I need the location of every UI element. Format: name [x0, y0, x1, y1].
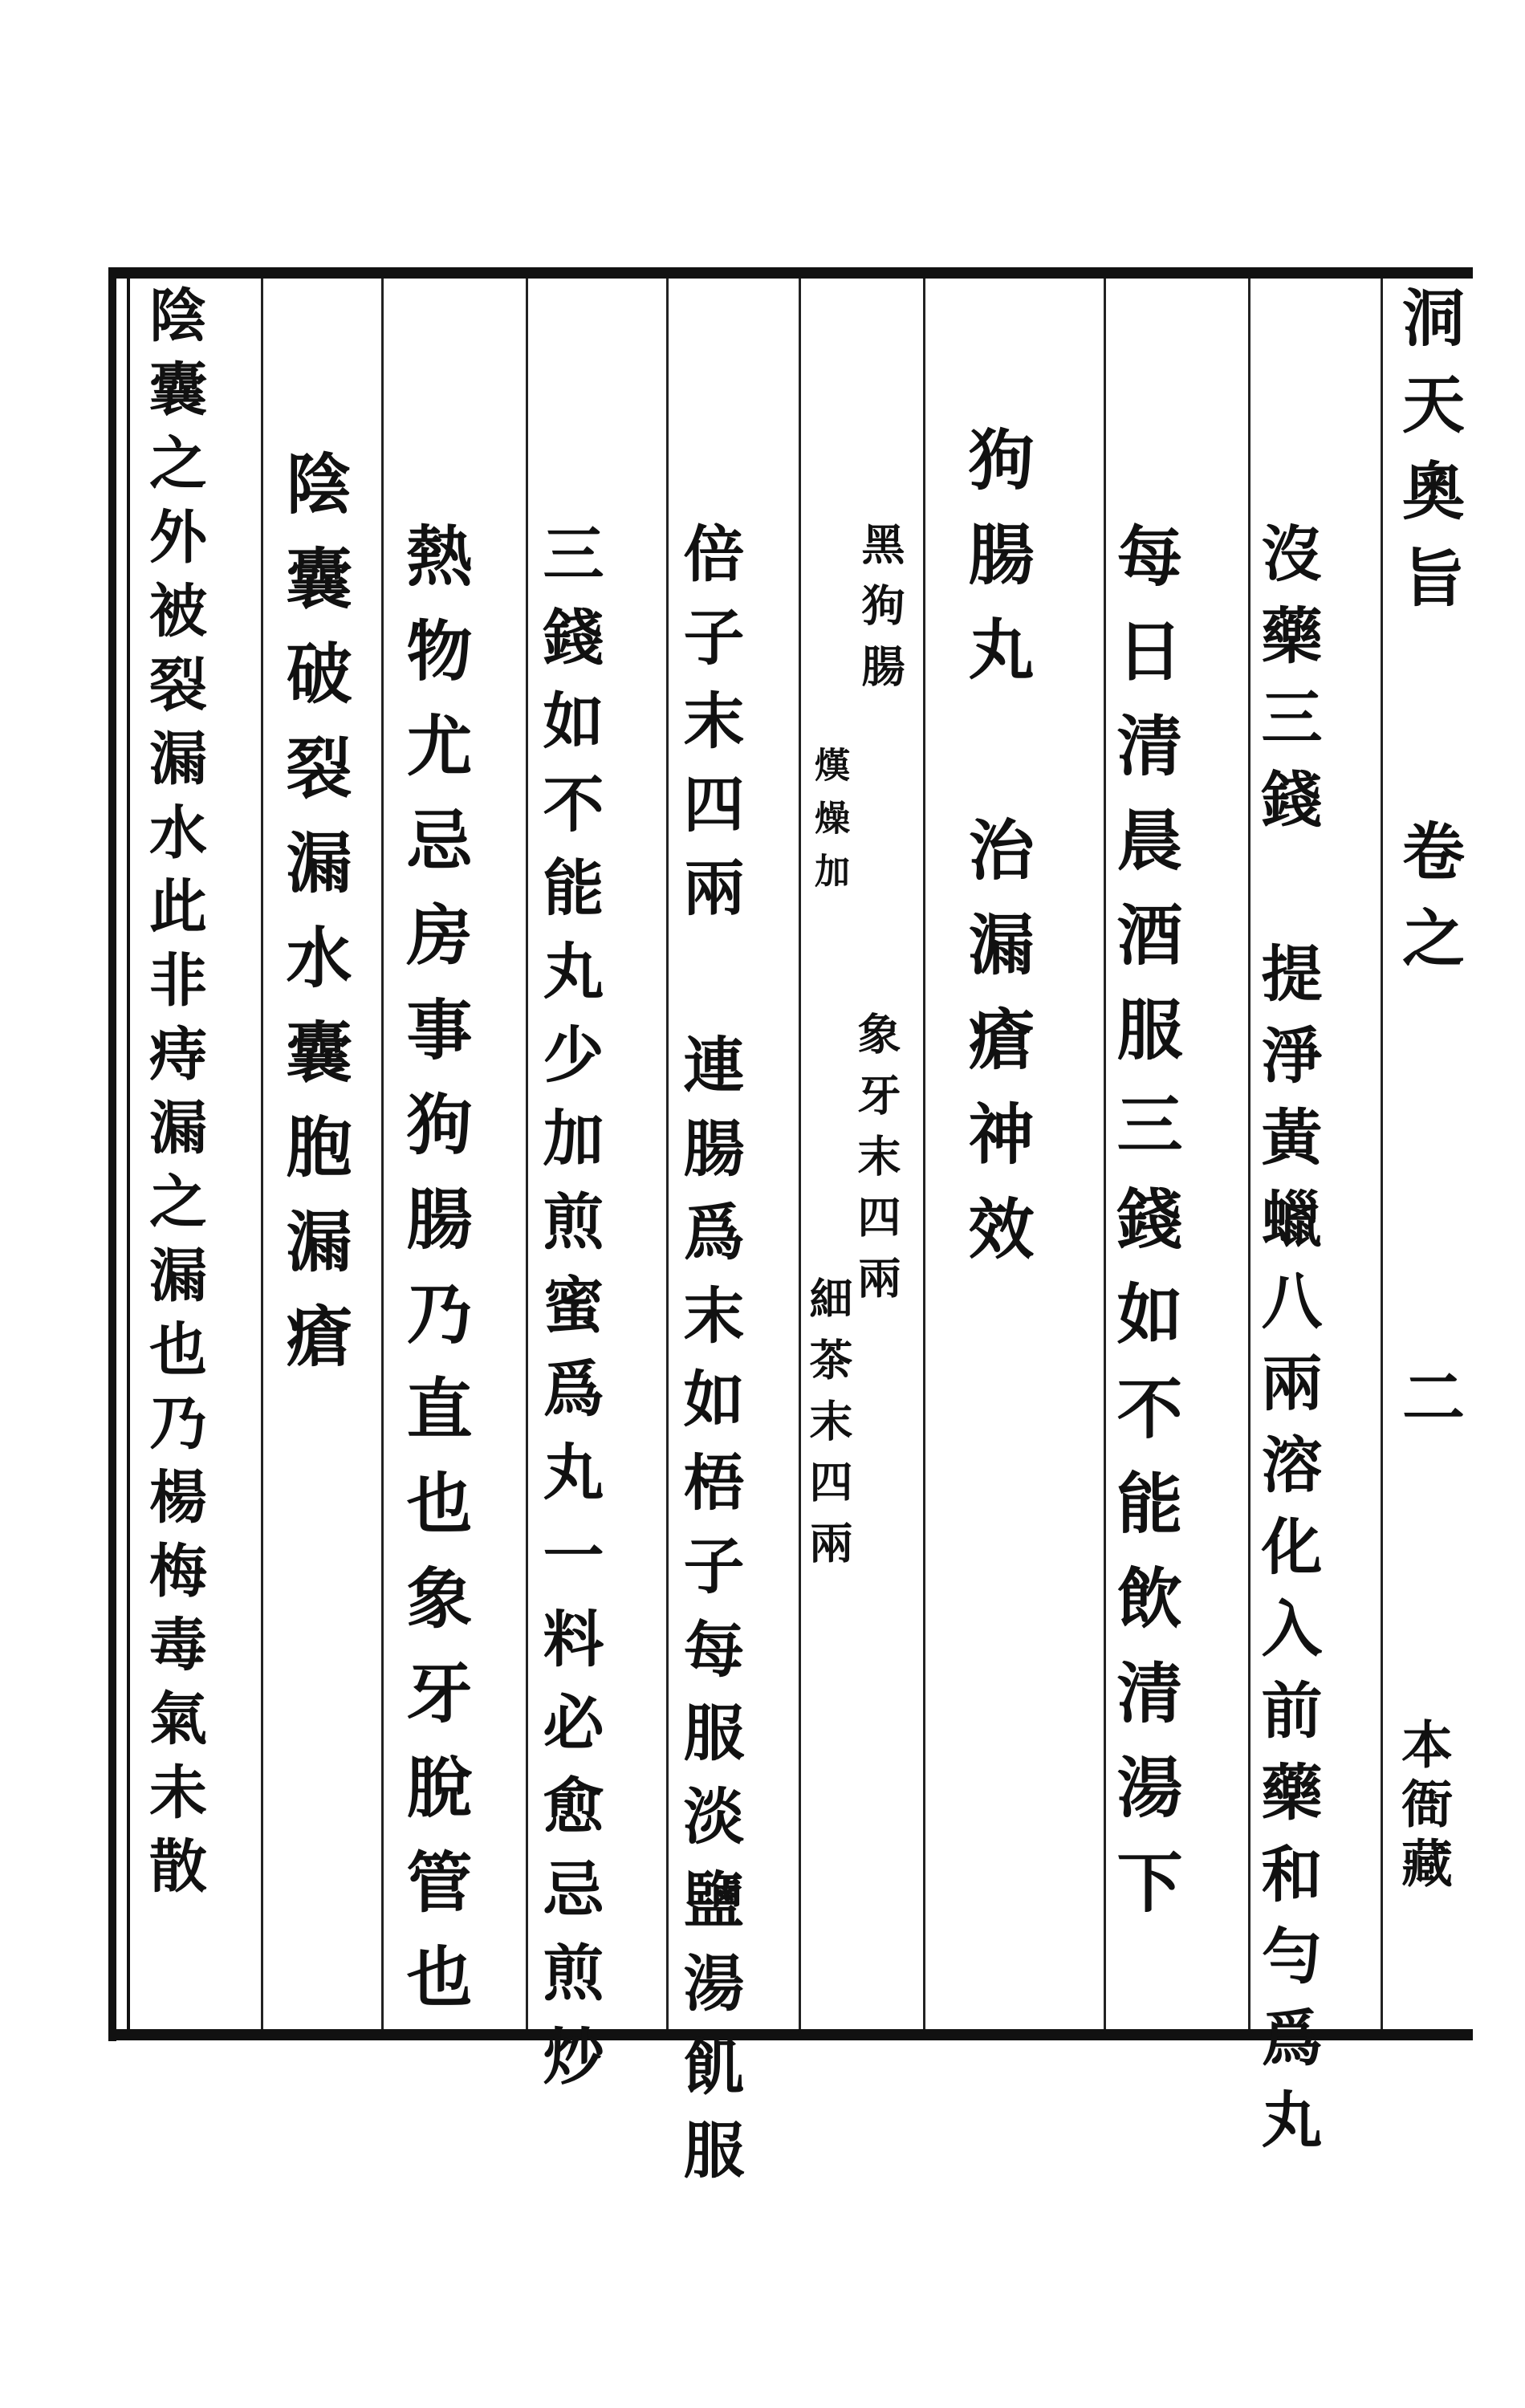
column-rule [666, 279, 669, 2029]
column-rule [526, 279, 528, 2029]
text-column-1: 沒藥三錢 提淨黃蠟八兩溶化入前藥和勻爲丸 [1251, 522, 1323, 2170]
text-column-4a: 黑狗腸 [855, 522, 906, 705]
text-column-9: 陰囊之外被裂漏水此非痔漏之漏也乃楊梅毒氣未散 [140, 285, 208, 1910]
volume-label: 卷之 [1392, 819, 1465, 992]
text-column-4d: 細茶末四兩 [803, 1276, 854, 1581]
page-border-left [108, 267, 116, 2041]
page-border-top [108, 267, 1473, 279]
text-column-8: 陰囊破裂漏水囊胞漏瘡 [275, 449, 352, 1397]
text-column-4c: 象牙末四兩 [851, 1011, 902, 1316]
column-rule [261, 279, 263, 2029]
text-column-6: 三錢如不能丸少加煎蜜爲丸一料必愈忌煎炒 [533, 522, 604, 2108]
text-column-2: 每日清晨酒服三錢如不能飲清湯下 [1106, 522, 1183, 1942]
column-rule [1381, 279, 1383, 2029]
text-column-7: 熱物尤忌房事狗腸乃直也象牙脫管也 [396, 522, 473, 2037]
column-rule [923, 279, 925, 2029]
text-column-4b: 熯燥加 [808, 746, 849, 905]
page-border-left-inner [127, 277, 130, 2031]
page-number: 二 [1392, 1365, 1465, 1451]
column-rule [1248, 279, 1250, 2029]
column-rule [799, 279, 801, 2029]
column-rule [381, 279, 384, 2029]
book-title: 洞天奧旨 [1392, 285, 1465, 632]
text-column-3: 狗腸丸 治漏瘡神效 [958, 425, 1035, 1289]
publisher-mark: 本衙藏 [1393, 1718, 1453, 1896]
text-column-5: 倍子末四兩 連腸爲末如梧子每服淡鹽湯飢服 [673, 522, 745, 2202]
